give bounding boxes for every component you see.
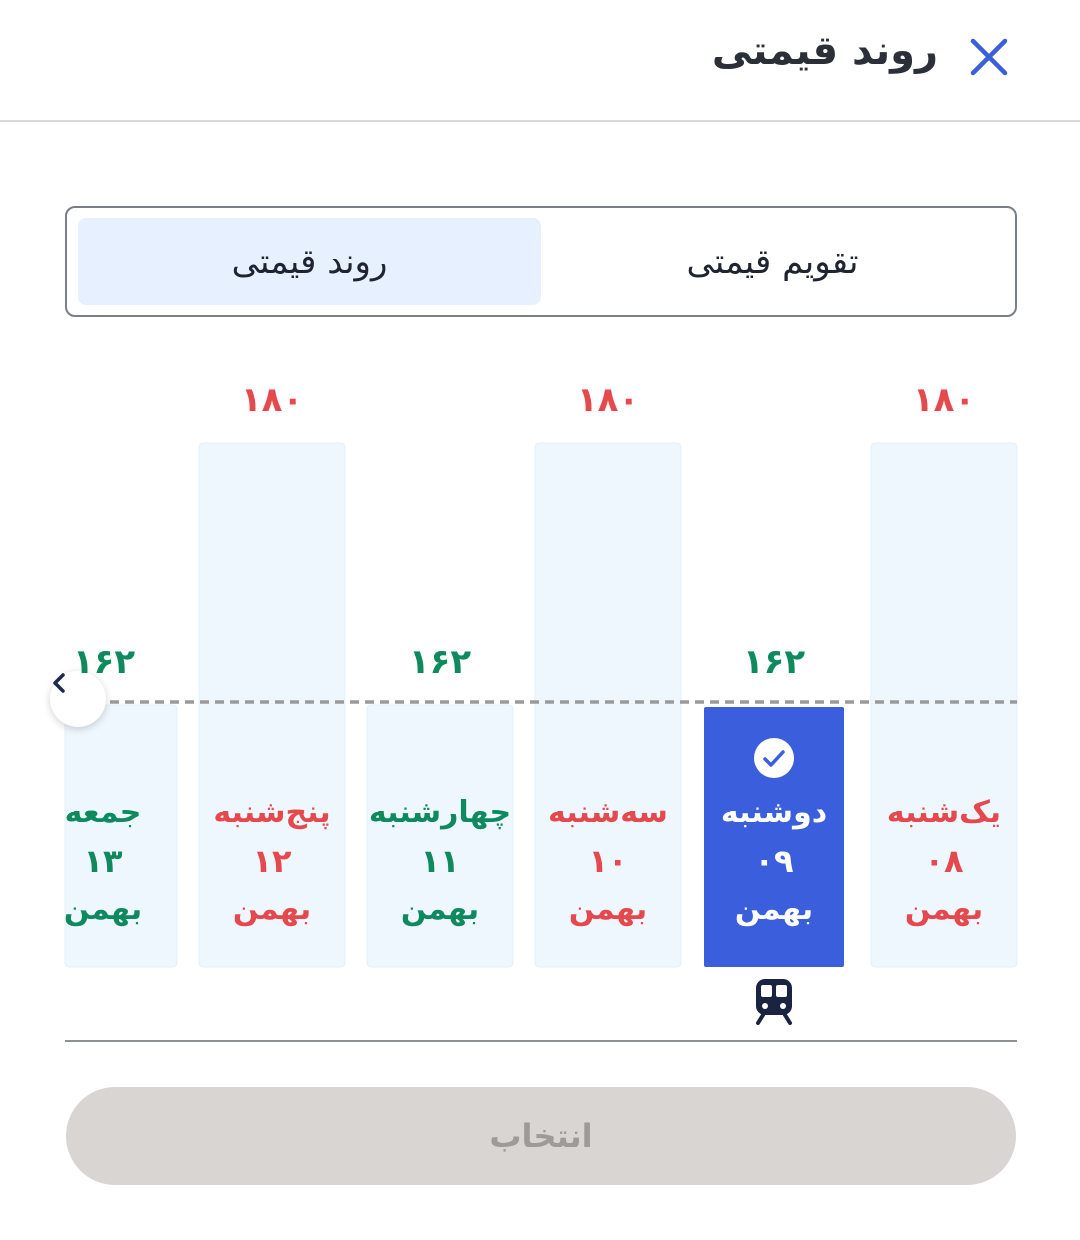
day-number: ۱۱: [420, 842, 460, 880]
month-label: بهمن: [63, 892, 143, 927]
weekday-label: جمعه: [64, 795, 142, 830]
weekday-label: سه‌شنبه: [548, 795, 668, 830]
price-label: ۱۶۲: [742, 642, 806, 682]
price-label: ۱۶۲: [408, 642, 472, 682]
close-icon: [968, 36, 1010, 78]
chart-canvas: [0, 340, 1080, 1040]
price-trend-chart: [0, 340, 1080, 1040]
weekday-label: پنج‌شنبه: [213, 795, 331, 830]
divider: [65, 1040, 1017, 1042]
tab-price-trend[interactable]: روند قیمتی: [78, 218, 541, 305]
day-number: ۱۲: [252, 842, 292, 880]
day-card[interactable]: [60, 795, 146, 927]
train-icon: [752, 977, 796, 1025]
sheet-header: [0, 0, 1080, 122]
day-card[interactable]: [701, 795, 847, 927]
check-icon: [753, 737, 795, 779]
weekday-label: یک‌شنبه: [886, 795, 1002, 830]
price-label: ۱۶۲: [72, 642, 136, 682]
price-label: ۱۸۰: [240, 380, 304, 420]
close-button[interactable]: [968, 36, 1010, 78]
tab-price-calendar[interactable]: تقویم قیمتی: [686, 241, 859, 282]
day-card[interactable]: [535, 795, 681, 927]
month-label: بهمن: [734, 892, 814, 927]
day-number: ۰۸: [924, 842, 964, 880]
day-number: ۰۹: [754, 842, 794, 880]
weekday-label: چهارشنبه: [368, 795, 512, 830]
month-label: بهمن: [568, 892, 648, 927]
day-number: ۱۳: [83, 842, 123, 880]
day-card[interactable]: [367, 795, 513, 927]
weekday-label: دوشنبه: [720, 795, 828, 830]
day-number: ۱۰: [588, 842, 628, 880]
month-label: بهمن: [400, 892, 480, 927]
price-label: ۱۸۰: [912, 380, 976, 420]
page-title: روند قیمتی: [711, 28, 938, 74]
select-button[interactable]: انتخاب: [66, 1087, 1016, 1185]
view-toggle: [65, 206, 1017, 317]
month-label: بهمن: [232, 892, 312, 927]
month-label: بهمن: [904, 892, 984, 927]
price-label: ۱۸۰: [576, 380, 640, 420]
day-card[interactable]: [199, 795, 345, 927]
day-card[interactable]: [871, 795, 1017, 927]
